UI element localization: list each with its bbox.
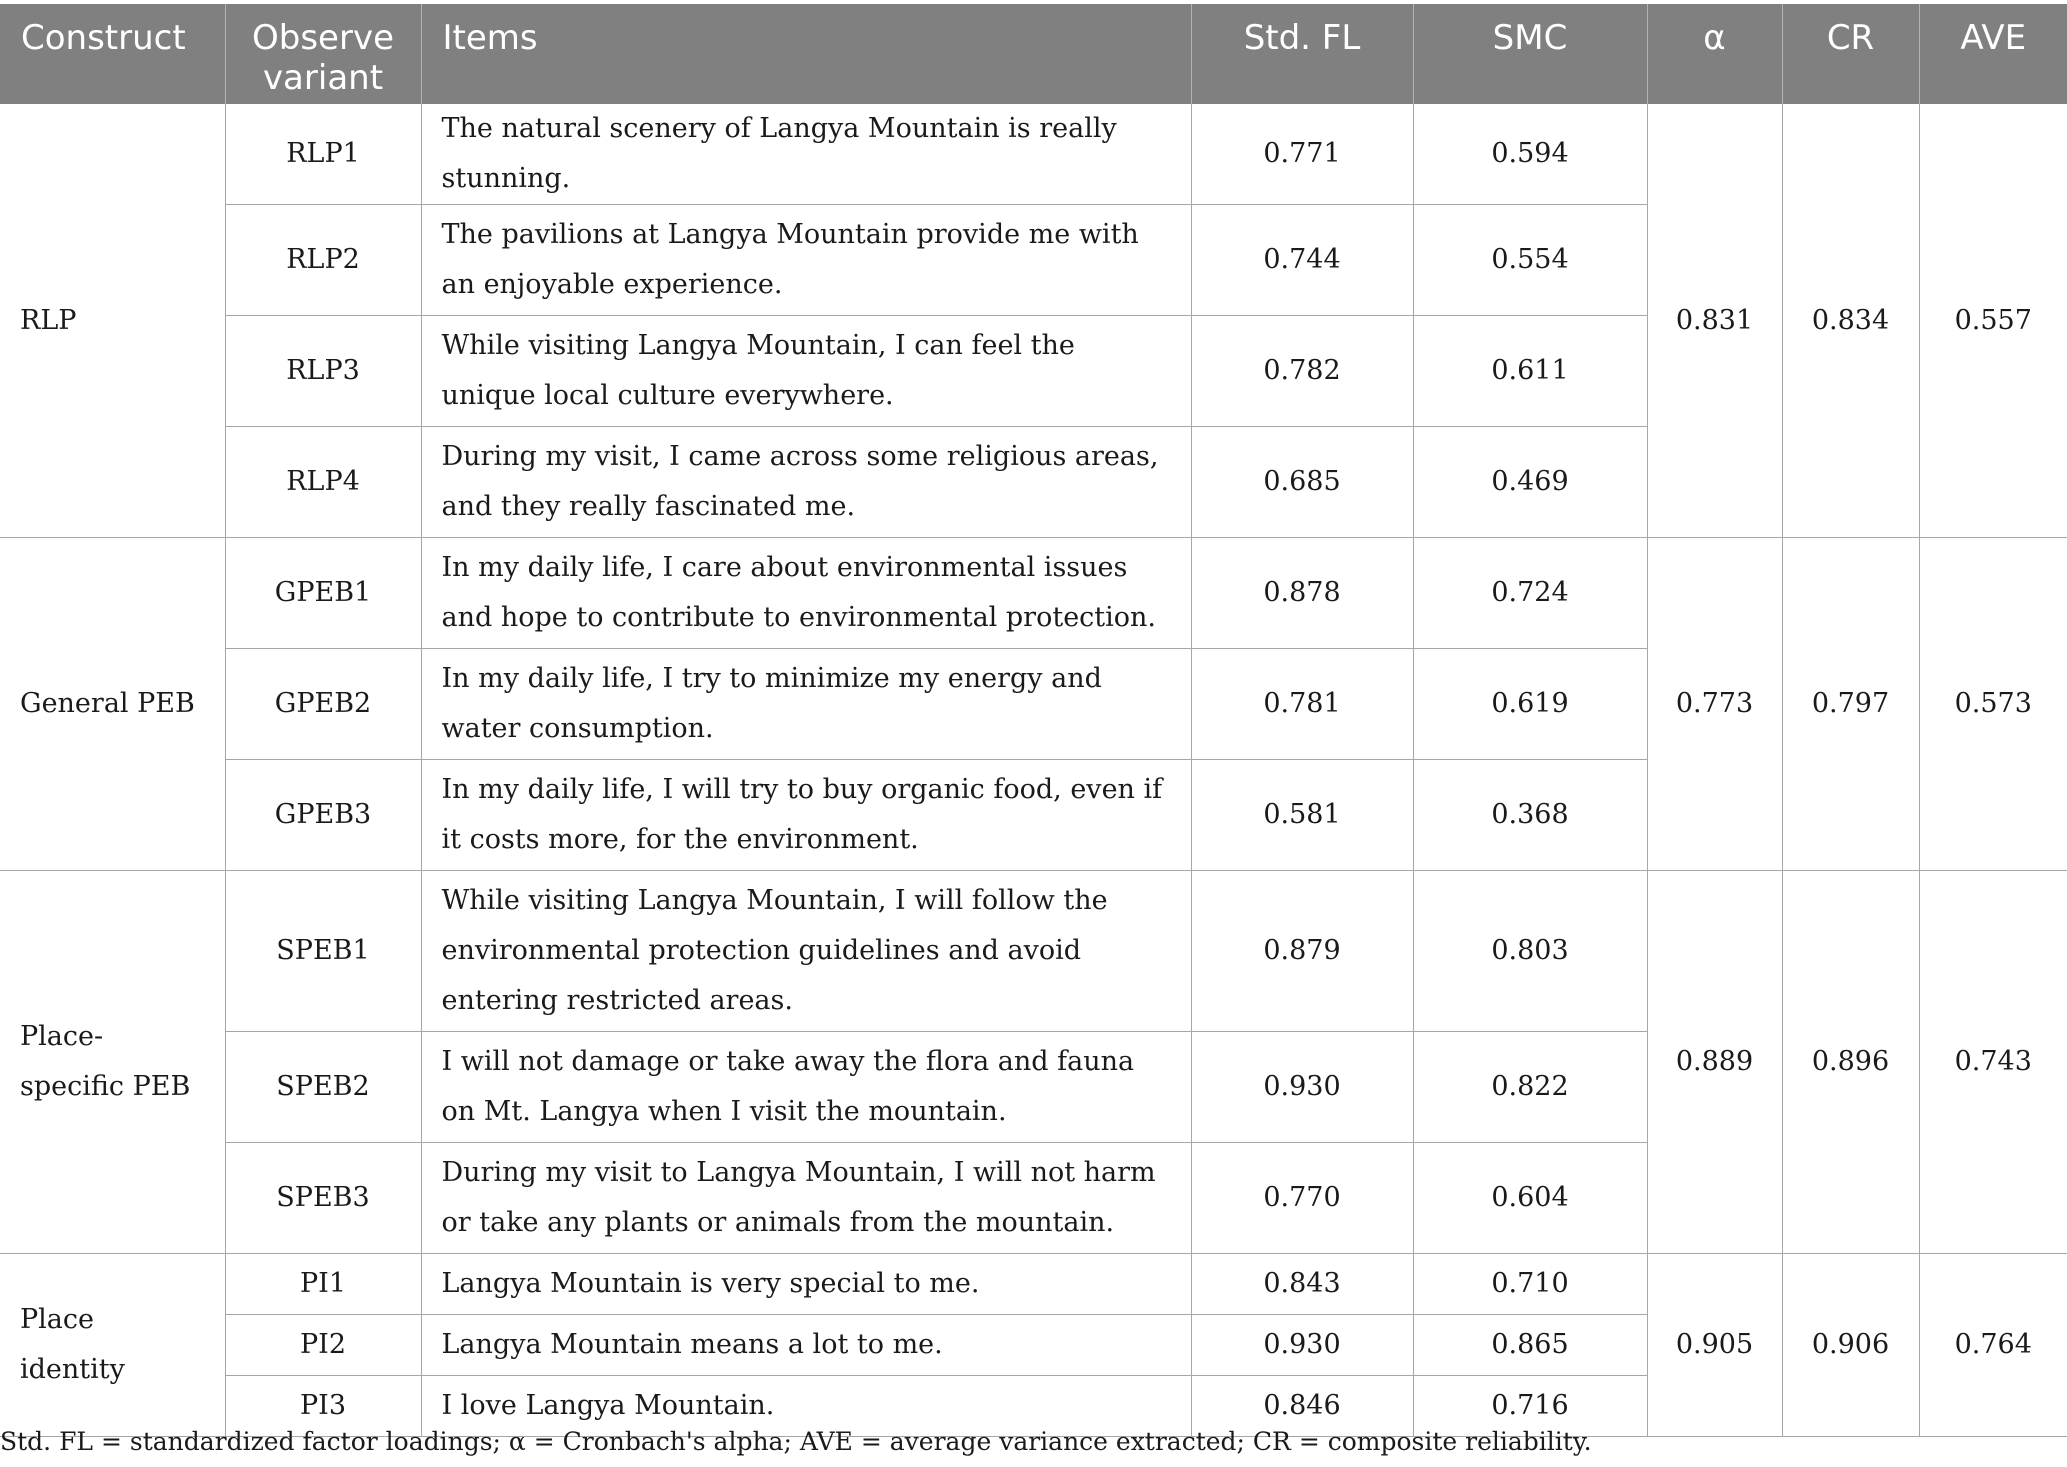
variant-cell: PI3 — [225, 1376, 421, 1437]
variant-cell: GPEB3 — [225, 760, 421, 871]
variant-cell: RLP1 — [225, 104, 421, 205]
smc-cell: 0.368 — [1413, 760, 1647, 871]
std-fl-cell: 0.744 — [1191, 205, 1413, 316]
variant-cell: SPEB2 — [225, 1032, 421, 1143]
table-footnote: Std. FL = standardized factor loadings; α = Cronbach's alpha; AVE = average variance extracted; CR = composite reliability. — [0, 1427, 1592, 1456]
table-row — [0, 871, 2067, 1032]
std-fl-cell: 0.770 — [1191, 1143, 1413, 1254]
smc-cell: 0.716 — [1413, 1376, 1647, 1437]
cr-cell: 0.834 — [1782, 104, 1919, 538]
variant-cell: GPEB2 — [225, 649, 421, 760]
cr-cell: 0.896 — [1782, 871, 1919, 1254]
ave-cell: 0.557 — [1919, 104, 2067, 538]
smc-cell: 0.724 — [1413, 538, 1647, 649]
std-fl-cell: 0.930 — [1191, 1315, 1413, 1376]
smc-cell: 0.604 — [1413, 1143, 1647, 1254]
item-cell: I will not damage or take away the flora and fauna on Mt. Langya when I visit the mountain. — [421, 1032, 1191, 1143]
variant-cell: PI2 — [225, 1315, 421, 1376]
variant-cell: SPEB1 — [225, 871, 421, 1032]
std-fl-cell: 0.581 — [1191, 760, 1413, 871]
variant-cell: RLP4 — [225, 427, 421, 538]
construct-cell: Place-specific PEB — [0, 871, 225, 1254]
smc-cell: 0.822 — [1413, 1032, 1647, 1143]
alpha-cell: 0.889 — [1647, 871, 1782, 1254]
item-cell: I love Langya Mountain. — [421, 1376, 1191, 1437]
item-cell: While visiting Langya Mountain, I will follow the environmental protection guidelines and avoid entering restricted areas. — [421, 871, 1191, 1032]
std-fl-cell: 0.846 — [1191, 1376, 1413, 1437]
variant-cell: SPEB3 — [225, 1143, 421, 1254]
std-fl-cell: 0.843 — [1191, 1254, 1413, 1315]
header-items: Items — [421, 4, 1191, 104]
variant-cell: PI1 — [225, 1254, 421, 1315]
ave-cell: 0.743 — [1919, 871, 2067, 1254]
variant-cell: RLP2 — [225, 205, 421, 316]
smc-cell: 0.710 — [1413, 1254, 1647, 1315]
smc-cell: 0.611 — [1413, 316, 1647, 427]
item-cell: During my visit, I came across some religious areas, and they really fascinated me. — [421, 427, 1191, 538]
variant-cell: RLP3 — [225, 316, 421, 427]
std-fl-cell: 0.878 — [1191, 538, 1413, 649]
item-cell: Langya Mountain is very special to me. — [421, 1254, 1191, 1315]
item-cell: Langya Mountain means a lot to me. — [421, 1315, 1191, 1376]
ave-cell: 0.573 — [1919, 538, 2067, 871]
construct-cell: Place identity — [0, 1254, 225, 1437]
header-ave: AVE — [1919, 4, 2067, 104]
alpha-cell: 0.773 — [1647, 538, 1782, 871]
smc-cell: 0.865 — [1413, 1315, 1647, 1376]
header-alpha: α — [1647, 4, 1782, 104]
smc-cell: 0.554 — [1413, 205, 1647, 316]
item-cell: In my daily life, I try to minimize my energy and water consumption. — [421, 649, 1191, 760]
smc-cell: 0.803 — [1413, 871, 1647, 1032]
smc-cell: 0.469 — [1413, 427, 1647, 538]
smc-cell: 0.594 — [1413, 104, 1647, 205]
alpha-cell: 0.831 — [1647, 104, 1782, 538]
header-cr: CR — [1782, 4, 1919, 104]
std-fl-cell: 0.782 — [1191, 316, 1413, 427]
std-fl-cell: 0.930 — [1191, 1032, 1413, 1143]
cr-cell: 0.906 — [1782, 1254, 1919, 1437]
std-fl-cell: 0.771 — [1191, 104, 1413, 205]
item-cell: In my daily life, I care about environmental issues and hope to contribute to environmental protection. — [421, 538, 1191, 649]
construct-cell: RLP — [0, 104, 225, 538]
variant-cell: GPEB1 — [225, 538, 421, 649]
header-observe-variant: Observe variant — [225, 4, 421, 104]
std-fl-cell: 0.879 — [1191, 871, 1413, 1032]
item-cell: The pavilions at Langya Mountain provide me with an enjoyable experience. — [421, 205, 1191, 316]
ave-cell: 0.764 — [1919, 1254, 2067, 1437]
cr-cell: 0.797 — [1782, 538, 1919, 871]
std-fl-cell: 0.781 — [1191, 649, 1413, 760]
alpha-cell: 0.905 — [1647, 1254, 1782, 1437]
item-cell: In my daily life, I will try to buy organic food, even if it costs more, for the environment. — [421, 760, 1191, 871]
table-row — [0, 1254, 2067, 1315]
header-std-fl: Std. FL — [1191, 4, 1413, 104]
table-row — [0, 104, 2067, 205]
header-row — [0, 4, 2067, 104]
header-smc: SMC — [1413, 4, 1647, 104]
smc-cell: 0.619 — [1413, 649, 1647, 760]
table-row — [0, 538, 2067, 649]
std-fl-cell: 0.685 — [1191, 427, 1413, 538]
reliability-table — [0, 4, 2067, 1437]
item-cell: While visiting Langya Mountain, I can feel the unique local culture everywhere. — [421, 316, 1191, 427]
item-cell: During my visit to Langya Mountain, I will not harm or take any plants or animals from the mountain. — [421, 1143, 1191, 1254]
item-cell: The natural scenery of Langya Mountain is really stunning. — [421, 104, 1191, 205]
construct-cell: General PEB — [0, 538, 225, 871]
header-construct: Construct — [0, 4, 225, 104]
